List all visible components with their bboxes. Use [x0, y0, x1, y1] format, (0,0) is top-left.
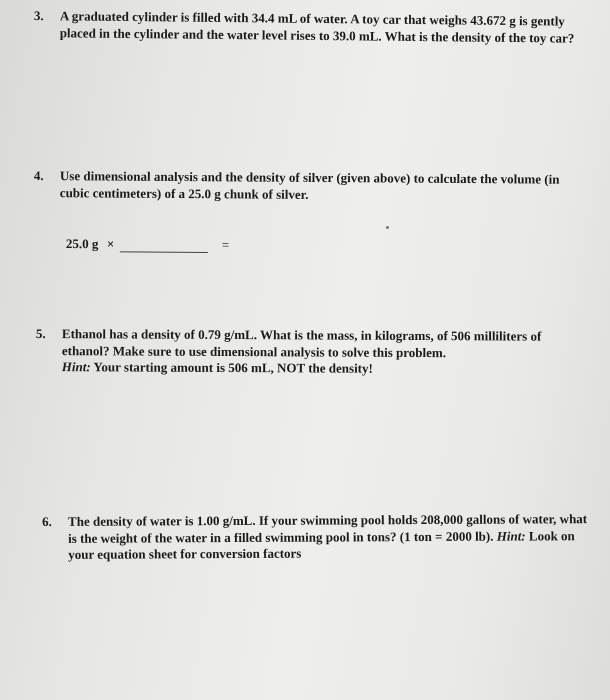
question-number: 3.	[33, 8, 44, 24]
question-line	[68, 528, 587, 547]
hint-label: Hint:	[496, 527, 526, 544]
dimensional-analysis-setup	[66, 236, 266, 257]
hint-label: Hint:	[61, 359, 91, 375]
hint-text: Look on	[525, 527, 575, 543]
question-3	[34, 8, 594, 54]
question-line: The density of water is 1.00 g/mL. If your swimming pool holds 208,000 gallons of water, what	[67, 511, 588, 529]
question-number: 6.	[42, 513, 52, 529]
starting-amount: 25.0 g	[65, 236, 99, 252]
question-line: A graduated cylinder is filled with 34.4 mL of water. A toy car that weighs 43.672 g is gently	[59, 8, 565, 29]
question-4	[34, 168, 594, 212]
question-line: placed in the cylinder and the water level rises to 39.0 mL. What is the density of the toy car?	[59, 24, 575, 46]
question-text	[62, 326, 542, 378]
multiply-sign: ×	[106, 236, 115, 252]
question-number: 5.	[35, 326, 46, 342]
equals-sign: =	[221, 237, 230, 253]
question-line-text: is the weight of the water in a filled swimming pool in tons? (1 ton = 2000 lb).	[68, 528, 497, 546]
question-line: cubic centimeters) of a 25.0 g chunk of silver.	[59, 184, 309, 202]
paper-speck	[386, 226, 389, 229]
question-line: Use dimensional analysis and the density of silver (given above) to calculate the volume (in	[59, 168, 560, 187]
conversion-blank	[120, 251, 208, 253]
question-5	[36, 326, 576, 389]
question-text	[68, 511, 587, 563]
question-line: ethanol? Make sure to use dimensional analysis to solve this problem.	[61, 342, 447, 360]
question-number: 4.	[33, 168, 44, 184]
question-text	[60, 8, 575, 46]
hint-line	[62, 359, 541, 378]
question-text	[60, 168, 560, 204]
hint-text: Your starting amount is 506 mL, NOT the density!	[90, 359, 373, 376]
question-6	[42, 511, 602, 574]
question-line: Ethanol has a density of 0.79 g/mL. What is the mass, in kilograms, of 506 milliliters of	[61, 326, 542, 344]
question-line: your equation sheet for conversion factors	[68, 545, 302, 562]
